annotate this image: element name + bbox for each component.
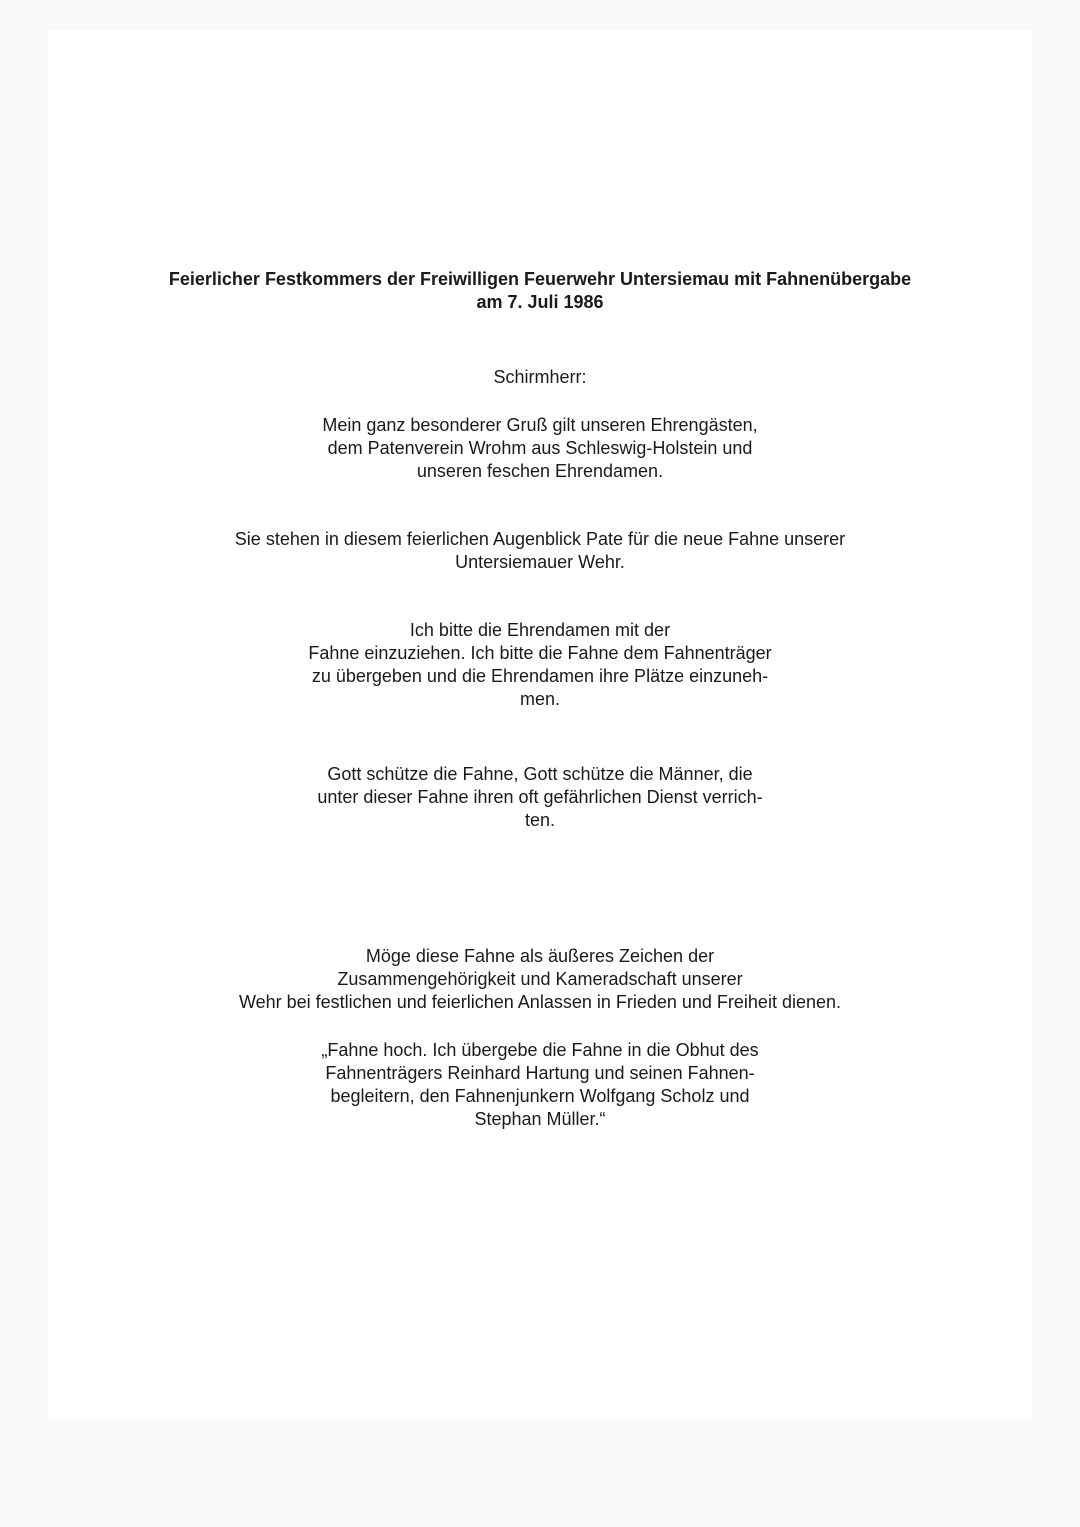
greeting-line-3: unseren feschen Ehrendamen. <box>416 461 664 481</box>
pate-line-1: Sie stehen in diesem feierlichen Augenblick Pate für die neue Fahne unserer <box>234 529 846 549</box>
blessing-line-2: unter dieser Fahne ihren oft gefährlichen Dienst verrich- <box>317 787 763 807</box>
blessing-paragraph <box>0 763 1080 832</box>
pate-line-2: Untersiemauer Wehr. <box>455 552 625 572</box>
handover-line-4: Stephan Müller.“ <box>474 1109 606 1129</box>
pate-paragraph <box>0 528 1080 574</box>
handover-line-2: Fahnenträgers Reinhard Hartung und seinen Fahnen- <box>325 1063 755 1083</box>
wish-line-1: Möge diese Fahne als äußeres Zeichen der <box>365 946 715 966</box>
handover-line-3: begleitern, den Fahnenjunkern Wolfgang Scholz und <box>330 1086 750 1106</box>
wish-line-2: Zusammengehörigkeit und Kameradschaft unserer <box>337 969 743 989</box>
greeting-paragraph <box>0 414 1080 483</box>
wish-paragraph <box>0 945 1080 1014</box>
request-line-1: Ich bitte die Ehrendamen mit der <box>409 620 671 640</box>
request-line-4: men. <box>519 689 561 709</box>
request-line-3: zu übergeben und die Ehrendamen ihre Plätze einzuneh- <box>311 666 769 686</box>
document-page <box>48 30 1032 1420</box>
title-line-2: am 7. Juli 1986 <box>476 292 604 312</box>
request-paragraph <box>0 619 1080 711</box>
schirmherr-heading <box>0 366 1080 389</box>
document-title <box>0 268 1080 314</box>
greeting-line-2: dem Patenverein Wrohm aus Schleswig-Holstein und <box>327 438 753 458</box>
blessing-line-1: Gott schütze die Fahne, Gott schütze die Männer, die <box>327 764 753 784</box>
title-line-1: Feierlicher Festkommers der Freiwilligen Feuerwehr Untersiemau mit Fahnenübergabe <box>168 269 912 289</box>
handover-paragraph <box>0 1039 1080 1131</box>
schirmherr-label: Schirmherr: <box>493 367 587 387</box>
greeting-line-1: Mein ganz besonderer Gruß gilt unseren Ehrengästen, <box>322 415 758 435</box>
wish-line-3: Wehr bei festlichen und feierlichen Anlassen in Frieden und Freiheit dienen. <box>238 992 842 1012</box>
handover-line-1: „Fahne hoch. Ich übergebe die Fahne in die Obhut des <box>321 1040 759 1060</box>
blessing-line-3: ten. <box>524 810 556 830</box>
request-line-2: Fahne einzuziehen. Ich bitte die Fahne dem Fahnenträger <box>308 643 772 663</box>
